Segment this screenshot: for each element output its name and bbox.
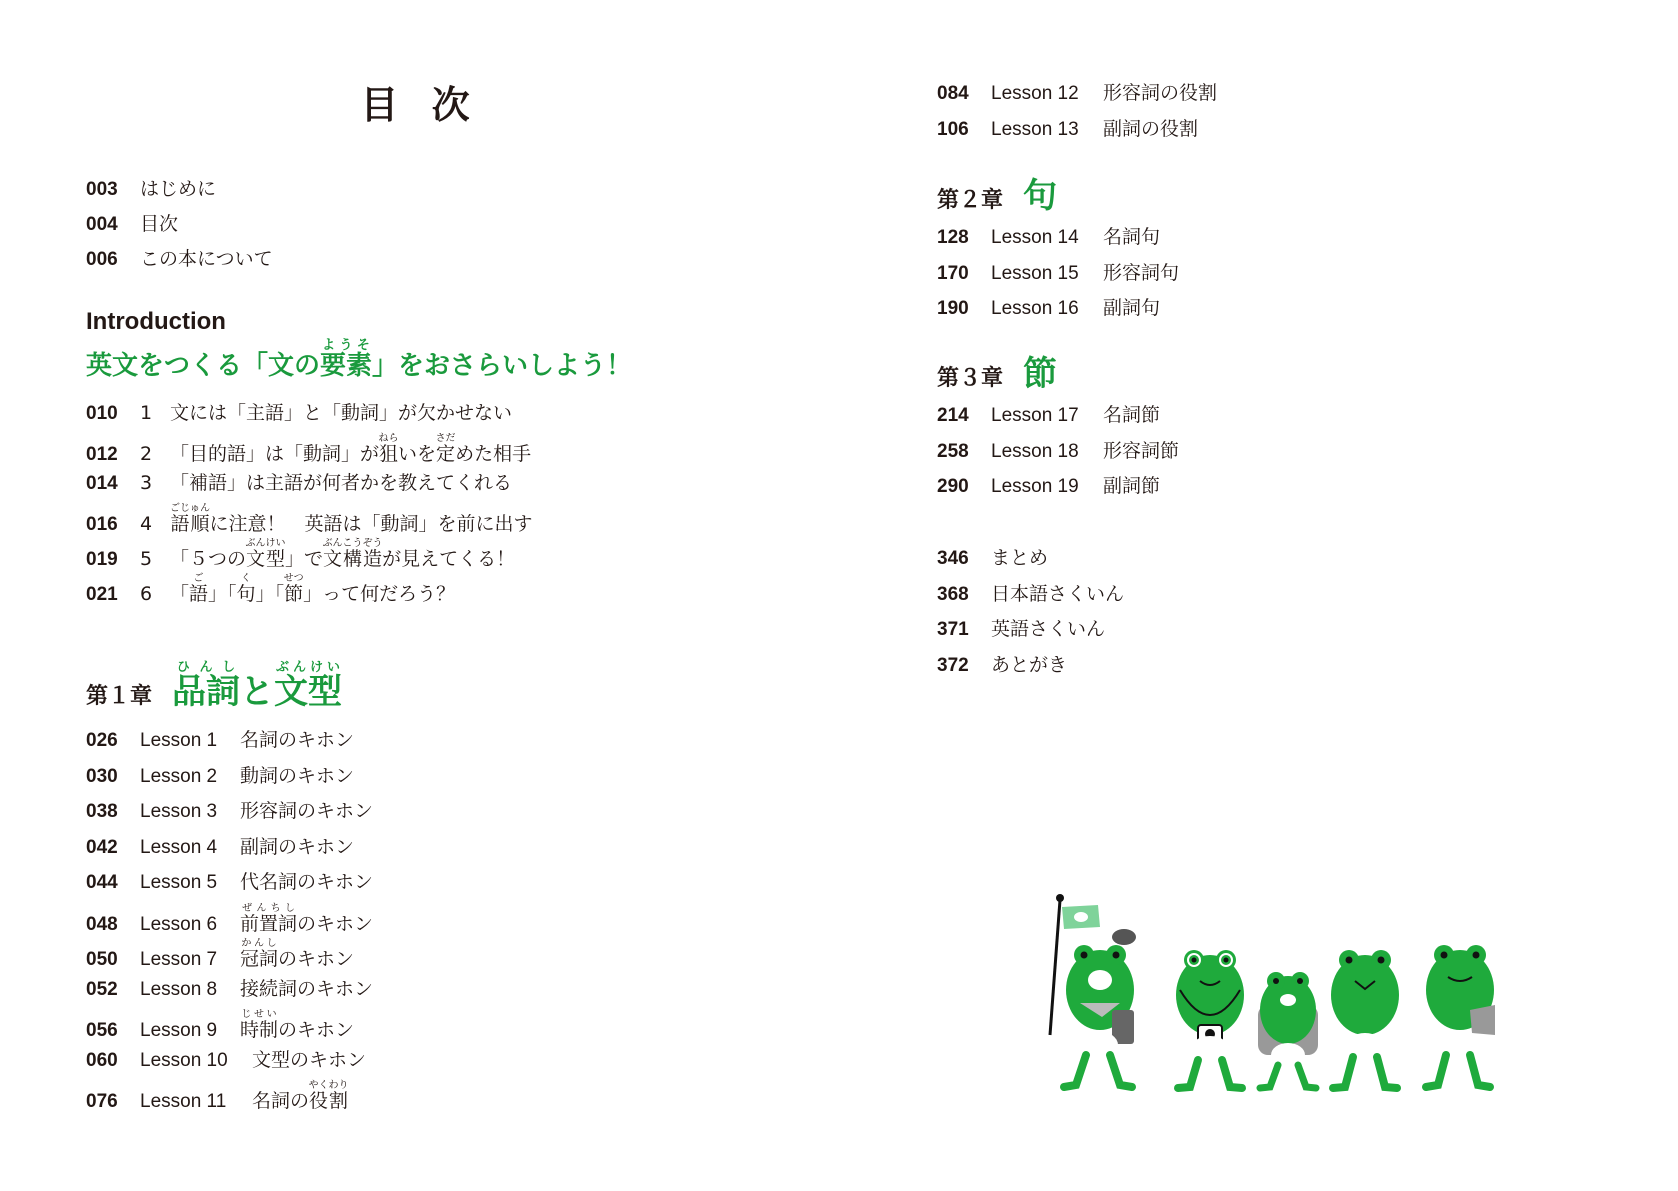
entry-title: 名詞の役割やくわり	[252, 1080, 349, 1112]
lesson-label: Lesson 10	[140, 1049, 228, 1071]
toc-entry[interactable]	[937, 436, 1179, 466]
lesson-label: Lesson 17	[991, 405, 1079, 426]
toc-entry[interactable]	[86, 174, 216, 204]
entry-title: 形容詞節	[1103, 439, 1180, 462]
page-number: 084	[937, 83, 969, 104]
toc-entry[interactable]	[86, 573, 455, 603]
toc-entry[interactable]	[86, 398, 512, 428]
lesson-label: Lesson 13	[991, 118, 1079, 140]
entry-title: 形容詞の役割	[1103, 82, 1218, 104]
toc-entry[interactable]	[86, 938, 354, 968]
lesson-label: Lesson 4	[140, 836, 218, 858]
lesson-label: Lesson 7	[140, 949, 218, 970]
lesson-label: Lesson 14	[991, 227, 1079, 248]
lesson-label: Lesson 15	[991, 262, 1079, 284]
page-number: 214	[937, 405, 969, 426]
entry-title: 動詞のキホン	[240, 764, 355, 787]
entry-index: 6	[140, 583, 153, 605]
entry-title: 形容詞句	[1103, 261, 1180, 284]
toc-entry[interactable]	[86, 433, 531, 463]
lesson-label: Lesson 12	[991, 83, 1079, 104]
toc-entry[interactable]	[937, 543, 1048, 573]
lesson-label: Lesson 6	[140, 913, 218, 935]
page-number: 014	[86, 473, 118, 494]
lesson-label: Lesson 3	[140, 801, 218, 822]
toc-entry[interactable]	[937, 471, 1160, 501]
toc-entry[interactable]	[86, 761, 354, 791]
page-number: 044	[86, 872, 118, 893]
toc-entry[interactable]	[86, 974, 373, 1004]
entry-title: 形容詞のキホン	[240, 800, 374, 822]
page-number: 170	[937, 262, 969, 284]
entry-title: 語順ごじゅんに注意！ 英語は「動詞」を前に出す	[170, 503, 533, 535]
chapter-title: 句	[1023, 176, 1058, 216]
page-title: 目 次	[360, 83, 480, 127]
chapter-title: 品詞ひんしと文型ぶんけい	[172, 660, 343, 712]
chapter-label: 第３章	[937, 366, 1004, 391]
frog-smiling	[1331, 950, 1399, 1088]
page-number: 290	[937, 476, 969, 497]
entry-title: 「５つの文型ぶんけい」で文構造ぶんこうぞうが見えてくる！	[170, 538, 516, 570]
entry-title: 代名詞のキホン	[240, 871, 374, 893]
entry-title: 文型のキホン	[252, 1048, 367, 1071]
entry-title: 名詞節	[1103, 404, 1161, 426]
lesson-label: Lesson 1	[140, 730, 218, 751]
page-number: 076	[86, 1091, 118, 1112]
toc-entry[interactable]	[86, 725, 354, 755]
toc-entry[interactable]	[937, 78, 1217, 108]
entry-title: 副詞のキホン	[240, 835, 355, 858]
toc-entry[interactable]	[86, 1045, 366, 1075]
toc-entry[interactable]	[86, 832, 354, 862]
intro-label: Introduction	[86, 308, 226, 335]
entry-title: 冠詞かんしのキホン	[240, 938, 355, 970]
page-number: 346	[937, 548, 969, 569]
lesson-label: Lesson 5	[140, 872, 218, 893]
page-number: 003	[86, 179, 118, 200]
page-number: 106	[937, 118, 969, 140]
entry-title: 前置詞ぜんちしのキホン	[240, 902, 374, 935]
toc-entry[interactable]	[86, 244, 273, 274]
page-number: 368	[937, 583, 969, 605]
entry-title: 名詞のキホン	[240, 729, 355, 751]
toc-entry[interactable]	[937, 222, 1160, 252]
page-number: 010	[86, 403, 118, 424]
lesson-label: Lesson 18	[991, 440, 1079, 462]
entry-title: 日本語さくいん	[991, 582, 1125, 605]
entry-title: 「補語」は主語が何者かを教えてくれる	[170, 472, 513, 494]
page-number: 048	[86, 913, 118, 935]
entry-title: 副詞句	[1103, 297, 1161, 319]
entry-title: 「語ご」「句く」「節せつ」って何だろう？	[170, 573, 456, 605]
page-number: 021	[86, 584, 118, 605]
page-number: 004	[86, 214, 118, 235]
entry-title: まとめ	[991, 547, 1049, 569]
page-number: 038	[86, 801, 118, 822]
entry-index: 4	[140, 513, 153, 535]
entry-title: 英語さくいん	[991, 618, 1106, 640]
toc-entry[interactable]	[86, 538, 515, 568]
chapter-label: 第１章	[86, 684, 153, 709]
page-number: 016	[86, 514, 118, 535]
frog-camera	[1176, 950, 1244, 1088]
entry-title: 接続詞のキホン	[240, 977, 374, 1000]
lesson-label: Lesson 8	[140, 978, 218, 1000]
chapter-title: 節	[1023, 354, 1058, 394]
page-number: 019	[86, 549, 118, 570]
frog-flag-bearer	[1050, 894, 1136, 1087]
lesson-label: Lesson 9	[140, 1020, 218, 1041]
entry-title: 文には「主語」と「動詞」が欠かせない	[170, 402, 513, 424]
toc-entry[interactable]	[86, 503, 533, 533]
toc-entry[interactable]	[937, 614, 1105, 644]
toc-entry[interactable]	[86, 1009, 354, 1039]
entry-index: 3	[140, 472, 153, 494]
page-number: 012	[86, 444, 118, 465]
chapter-2-heading	[937, 168, 1057, 217]
entry-index: 5	[140, 548, 153, 570]
toc-entry[interactable]	[937, 258, 1179, 288]
frog-bag	[1426, 945, 1495, 1087]
entry-title: 「目的語」は「動詞」が狙ねらいを定さだめた相手	[170, 433, 532, 465]
toc-entry[interactable]	[86, 796, 373, 826]
lesson-label: Lesson 2	[140, 765, 218, 787]
lesson-label: Lesson 11	[140, 1091, 227, 1112]
toc-entry[interactable]	[86, 867, 373, 897]
entry-title: はじめに	[140, 178, 217, 200]
page-number: 052	[86, 978, 118, 1000]
toc-entry[interactable]	[937, 293, 1160, 323]
entry-title: あとがき	[991, 653, 1068, 676]
page-number: 050	[86, 949, 118, 970]
page-number: 128	[937, 227, 969, 248]
toc-entry[interactable]	[86, 468, 512, 498]
chapter-label: 第２章	[937, 188, 1004, 213]
entry-title: この本について	[140, 248, 273, 270]
entry-title: 目次	[140, 213, 179, 235]
page-number: 060	[86, 1049, 118, 1071]
chapter-1-heading	[86, 660, 342, 713]
page-number: 372	[937, 654, 969, 676]
toc-entry[interactable]	[937, 400, 1160, 430]
page-number: 042	[86, 836, 118, 858]
entry-title: 副詞の役割	[1103, 117, 1199, 140]
page-number: 030	[86, 765, 118, 787]
page-number: 006	[86, 249, 118, 270]
entry-index: 1	[140, 402, 153, 424]
entry-index: 2	[140, 443, 153, 465]
lesson-label: Lesson 19	[991, 476, 1079, 497]
page-number: 258	[937, 440, 969, 462]
entry-title: 副詞節	[1103, 475, 1161, 497]
toc-entry[interactable]	[937, 114, 1198, 144]
page-number: 026	[86, 730, 118, 751]
toc-entry[interactable]	[937, 650, 1067, 680]
page-number: 056	[86, 1020, 118, 1041]
lesson-label: Lesson 16	[991, 298, 1079, 319]
entry-title: 時制じせいのキホン	[240, 1009, 355, 1041]
entry-title: 名詞句	[1103, 226, 1161, 248]
page-number: 371	[937, 619, 969, 640]
toc-entry[interactable]	[937, 579, 1124, 609]
toc-entry[interactable]	[86, 1080, 349, 1110]
page-number: 190	[937, 298, 969, 319]
toc-entry[interactable]	[86, 903, 373, 933]
toc-entry[interactable]	[86, 209, 178, 239]
frogs-illustration	[1040, 885, 1510, 1095]
intro-heading: 英文をつくる「文の要素ようそ」をおさらいしよう！	[86, 338, 633, 381]
chapter-3-heading	[937, 346, 1057, 395]
frog-small	[1258, 972, 1318, 1088]
